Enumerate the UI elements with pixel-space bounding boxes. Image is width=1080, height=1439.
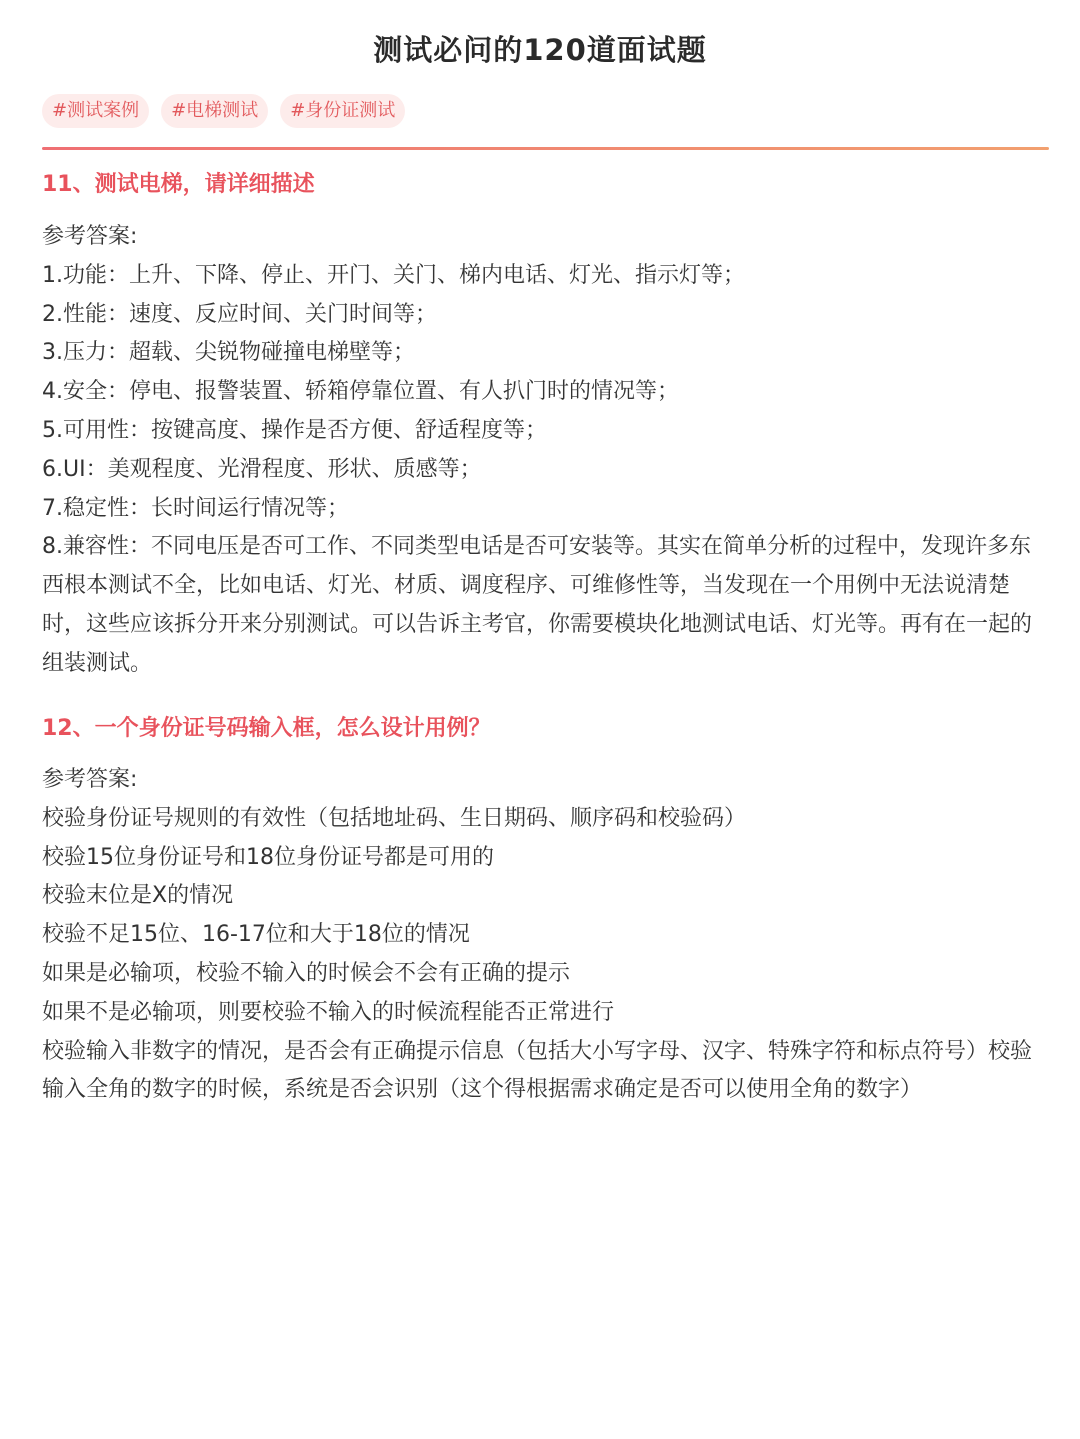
- answer-line: 校验末位是X的情况: [42, 883, 234, 909]
- answer-line: 校验不足15位、16-17位和大于18位的情况: [42, 922, 470, 948]
- tag-test-cases[interactable]: #测试案例: [42, 94, 149, 128]
- section-body-id-card: [42, 761, 1042, 1110]
- answer-line: 7.稳定性：长时间运行情况等；: [42, 495, 349, 521]
- answer-label: 参考答案:: [42, 224, 138, 249]
- answer-paragraph: 8.兼容性：不同电压是否可工作、不同类型电话是否可安装等。其实在简单分析的过程中，发现许多东西根本测试不全，比如电话、灯光、材质、调度程序、可维修性等，当发现在一个用例中无法说清楚时，这些应该拆分开来分别测试。可以告诉主考官，你需要模块化地测试电话、灯光等。再有在一起的组装测试。: [42, 534, 1033, 676]
- answer-line: 2.性能：速度、反应时间、关门时间等；: [42, 301, 437, 327]
- answer-line: 6.UI：美观程度、光滑程度、形状、质感等；: [42, 456, 482, 482]
- title-divider: [42, 147, 1049, 150]
- page-title: 测试必问的120道面试题: [373, 33, 707, 67]
- answer-label: 参考答案:: [42, 767, 138, 792]
- answer-line: 1.功能：上升、下降、停止、开门、关门、梯内电话、灯光、指示灯等；: [42, 262, 745, 288]
- answer-line: 校验15位身份证号和18位身份证号都是可用的: [42, 844, 494, 870]
- tag-id-card-test[interactable]: #身份证测试: [280, 94, 405, 128]
- section-body-elevator: [42, 218, 1042, 684]
- section-heading-elevator: 11、测试电梯，请详细描述: [42, 172, 315, 197]
- answer-line: 校验身份证号规则的有效性（包括地址码、生日期码、顺序码和校验码）: [42, 805, 747, 831]
- answer-line: 如果不是必输项，则要校验不输入的时候流程能否正常进行: [42, 999, 615, 1025]
- tag-elevator-test[interactable]: #电梯测试: [161, 94, 268, 128]
- answer-paragraph: 校验输入非数字的情况，是否会有正确提示信息（包括大小写字母、汉字、特殊字符和标点符号）校验输入全角的数字的时候，系统是否会识别（这个得根据需求确定是否可以使用全角的数字）: [42, 1038, 1033, 1103]
- answer-line: 5.可用性：按键高度、操作是否方便、舒适程度等；: [42, 417, 547, 443]
- answer-line: 3.压力：超载、尖锐物碰撞电梯壁等；: [42, 340, 415, 366]
- section-heading-id-card: 12、一个身份证号码输入框，怎么设计用例？: [42, 716, 491, 741]
- answer-line: 如果是必输项，校验不输入的时候会不会有正确的提示: [42, 960, 571, 986]
- answer-line: 4.安全：停电、报警装置、轿箱停靠位置、有人扒门时的情况等；: [42, 379, 679, 405]
- tag-list: [42, 94, 405, 128]
